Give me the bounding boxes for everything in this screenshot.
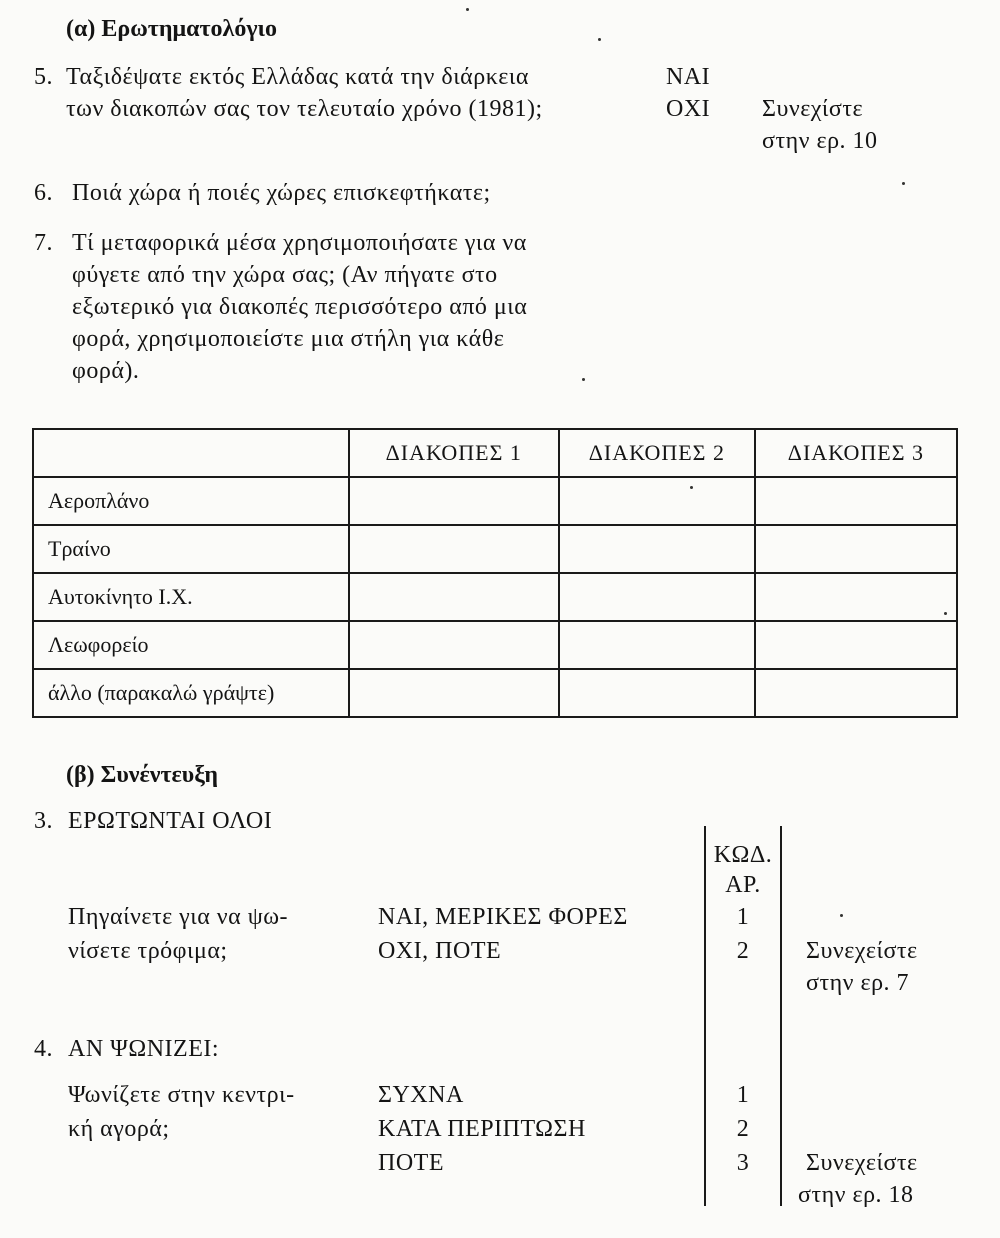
checkbox-cell[interactable] — [349, 621, 559, 669]
b-q4-code-1[interactable]: 1 — [736, 1082, 750, 1108]
q6-number: 6. — [34, 180, 53, 206]
q7-text-line2: φύγετε από την χώρα σας; (Αν πήγατε στο — [72, 262, 498, 288]
b-q4-number: 4. — [34, 1036, 53, 1062]
b-q4-option-often[interactable]: ΣΥΧΝΑ — [378, 1082, 464, 1108]
q7-text-line3: εξωτερικό για διακοπές περισσότερο από μια — [72, 294, 528, 320]
row-label-train: Τραίνο — [33, 525, 349, 573]
table-row — [33, 477, 957, 525]
q7-text-line5: φορά). — [72, 358, 140, 384]
q5-option-yes[interactable]: ΝΑΙ — [666, 64, 711, 90]
q5-skip-line2: στην ερ. 10 — [762, 128, 878, 154]
checkbox-cell[interactable] — [349, 477, 559, 525]
b-q4-heading: ΑΝ ΨΩΝΙΖΕΙ: — [68, 1036, 220, 1062]
table-row — [33, 669, 957, 717]
table-row — [33, 573, 957, 621]
transport-table — [32, 428, 958, 718]
b-q3-number: 3. — [34, 808, 53, 834]
table-header-trip-1: ΔΙΑΚΟΠΕΣ 1 — [349, 429, 559, 477]
b-q4-skip-line2: στην ερ. 18 — [798, 1182, 914, 1208]
b-q3-skip-line2: στην ερ. 7 — [806, 970, 910, 996]
table-header-row — [33, 429, 957, 477]
row-label-bus: Λεωφορείο — [33, 621, 349, 669]
q5-text-line1: Ταξιδέψατε εκτός Ελλάδας κατά την διάρκεια — [66, 64, 529, 90]
b-q4-skip-line1: Συνεχείστε — [806, 1150, 918, 1176]
scan-speck — [466, 8, 469, 11]
b-q4-code-3[interactable]: 3 — [736, 1150, 750, 1176]
section-b-title: (β) Συνέντευξη — [66, 762, 219, 788]
scan-speck — [944, 612, 947, 615]
checkbox-cell[interactable] — [755, 477, 957, 525]
row-label-car: Αυτοκίνητο Ι.Χ. — [33, 573, 349, 621]
section-a-title: (α) Ερωτηματολόγιο — [66, 16, 277, 42]
q5-option-no[interactable]: ΟΧΙ — [666, 96, 711, 122]
scan-speck — [902, 182, 905, 185]
b-q3-code-1[interactable]: 1 — [736, 904, 750, 930]
b-q4-option-sometimes[interactable]: ΚΑΤΑ ΠΕΡΙΠΤΩΣΗ — [378, 1116, 586, 1142]
table-row — [33, 525, 957, 573]
checkbox-cell[interactable] — [755, 573, 957, 621]
b-q3-code-2[interactable]: 2 — [736, 938, 750, 964]
table-header-blank — [33, 429, 349, 477]
q6-text: Ποιά χώρα ή ποιές χώρες επισκεφτήκατε; — [72, 180, 491, 206]
q7-text-line1: Τί μεταφορικά μέσα χρησιμοποιήσατε για να — [72, 230, 527, 256]
b-q3-option-yes[interactable]: ΝΑΙ, ΜΕΡΙΚΕΣ ΦΟΡΕΣ — [378, 904, 628, 930]
checkbox-cell[interactable] — [755, 621, 957, 669]
table-header-trip-2: ΔΙΑΚΟΠΕΣ 2 — [559, 429, 755, 477]
checkbox-cell[interactable] — [559, 525, 755, 573]
checkbox-cell[interactable] — [755, 525, 957, 573]
code-column-right-rule — [780, 826, 782, 1206]
b-q4-question-line1: Ψωνίζετε στην κεντρι- — [68, 1082, 295, 1108]
scan-speck — [598, 38, 601, 41]
row-label-other: άλλο (παρακαλώ γράψτε) — [33, 669, 349, 717]
code-header-line1: ΚΩΔ. — [713, 842, 773, 868]
text-entry-cell[interactable] — [755, 669, 957, 717]
scan-speck — [690, 486, 693, 489]
scan-speck — [840, 914, 843, 917]
table-row — [33, 621, 957, 669]
b-q3-skip-line1: Συνεχείστε — [806, 938, 918, 964]
q5-number: 5. — [34, 64, 53, 90]
b-q4-option-never[interactable]: ΠΟΤΕ — [378, 1150, 444, 1176]
q5-skip-line1: Συνεχίστε — [762, 96, 864, 122]
table-header-trip-3: ΔΙΑΚΟΠΕΣ 3 — [755, 429, 957, 477]
q5-text-line2: των διακοπών σας τον τελευταίο χρόνο (1981); — [66, 96, 543, 122]
checkbox-cell[interactable] — [559, 621, 755, 669]
checkbox-cell[interactable] — [559, 573, 755, 621]
code-column-left-rule — [704, 826, 706, 1206]
q7-number: 7. — [34, 230, 53, 256]
b-q3-question-line1: Πηγαίνετε για να ψω- — [68, 904, 289, 930]
b-q3-heading: ΕΡΩΤΩΝΤΑΙ ΟΛΟΙ — [68, 808, 273, 834]
text-entry-cell[interactable] — [349, 669, 559, 717]
text-entry-cell[interactable] — [559, 669, 755, 717]
scan-speck — [582, 378, 585, 381]
row-label-airplane: Αεροπλάνο — [33, 477, 349, 525]
b-q3-question-line2: νίσετε τρόφιμα; — [68, 938, 228, 964]
b-q4-code-2[interactable]: 2 — [736, 1116, 750, 1142]
q7-text-line4: φορά, χρησιμοποιείστε μια στήλη για κάθε — [72, 326, 505, 352]
b-q4-question-line2: κή αγορά; — [68, 1116, 170, 1142]
checkbox-cell[interactable] — [349, 525, 559, 573]
b-q3-option-no[interactable]: ΟΧΙ, ΠΟΤΕ — [378, 938, 502, 964]
checkbox-cell[interactable] — [559, 477, 755, 525]
checkbox-cell[interactable] — [349, 573, 559, 621]
code-header-line2: ΑΡ. — [725, 872, 761, 898]
